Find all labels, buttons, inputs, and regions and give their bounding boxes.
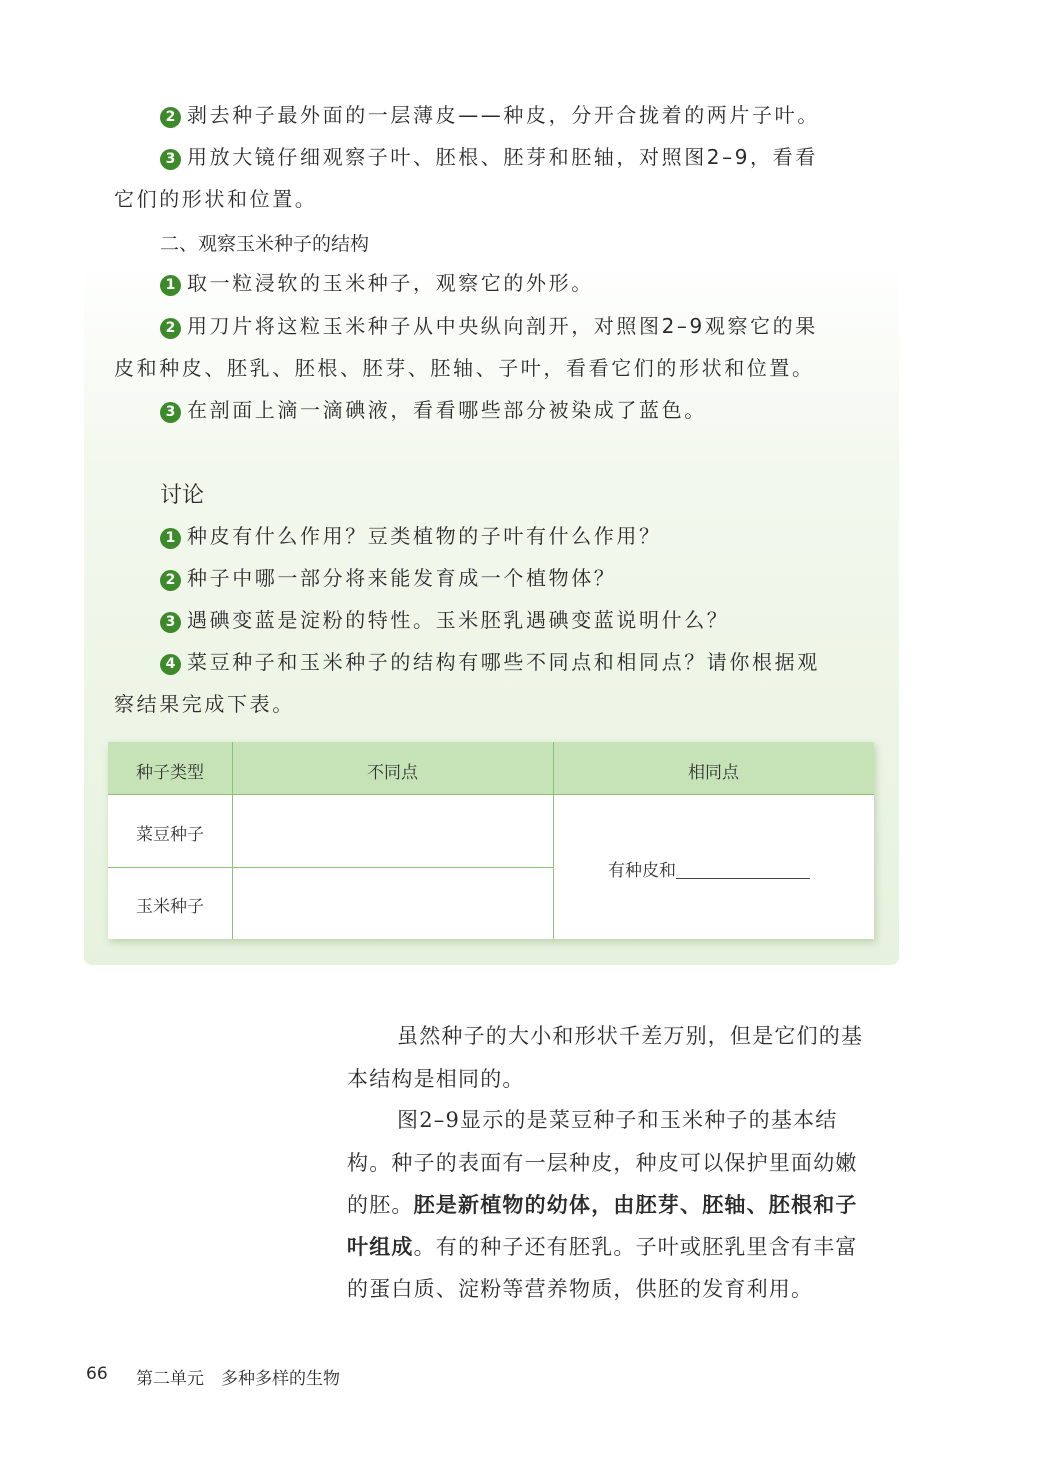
question-number: 4 [160, 654, 181, 675]
step-number: 3 [160, 402, 181, 423]
step-number: 1 [160, 275, 181, 296]
row-bean-seed: 菜豆种子 [136, 825, 204, 845]
discussion-title: 讨论 [160, 483, 205, 508]
corn-step-2: 2 用刀片将这粒玉米种子从中央纵向剖开，对照图2–9观察它的果 [160, 312, 818, 340]
paragraph-1-line-2: 本结构是相同的。 [347, 1067, 525, 1091]
question-4: 4 菜豆种子和玉米种子的结构有哪些不同点和相同点？请你根据观 [160, 648, 820, 676]
section-heading: 二、观察玉米种子的结构 [160, 233, 370, 255]
comparison-table [108, 742, 874, 939]
step-2: 2 剥去种子最外面的一层薄皮——种皮，分开合拢着的两片子叶。 [160, 101, 820, 129]
table-divider [108, 867, 553, 868]
step-number: 3 [160, 149, 181, 170]
paragraph-2-line-5: 的蛋白质、淀粉等营养物质，供胚的发育利用。 [347, 1277, 814, 1301]
question-1: 1 种皮有什么作用？豆类植物的子叶有什么作用？ [160, 522, 662, 550]
corn-step-1: 1 取一粒浸软的玉米种子，观察它的外形。 [160, 269, 594, 297]
unit-title: 第二单元 多种多样的生物 [136, 1369, 340, 1389]
paragraph-2-line-1: 图2–9显示的是菜豆种子和玉米种子的基本结 [397, 1108, 838, 1132]
question-3: 3 遇碘变蓝是淀粉的特性。玉米胚乳遇碘变蓝说明什么？ [160, 606, 729, 634]
answer-blank[interactable] [676, 860, 810, 879]
question-2: 2 种子中哪一部分将来能发育成一个植物体？ [160, 564, 616, 592]
step-3: 3 用放大镜仔细观察子叶、胚根、胚芽和胚轴，对照图2–9，看看 [160, 143, 818, 171]
header-seed-type: 种子类型 [136, 763, 204, 783]
corn-step-3: 3 在剖面上滴一滴碘液，看看哪些部分被染成了蓝色。 [160, 396, 707, 424]
table-divider [108, 794, 874, 795]
paragraph-2-line-4: 叶组成。有的种子还有胚乳。子叶或胚乳里含有丰富 [347, 1235, 858, 1259]
similarities-cell: 有种皮和 [608, 856, 810, 881]
step-3-continued: 它们的形状和位置。 [114, 187, 318, 211]
paragraph-2-line-3: 的胚。胚是新植物的幼体，由胚芽、胚轴、胚根和子 [347, 1193, 858, 1217]
page-number: 66 [86, 1364, 108, 1384]
header-similarities: 相同点 [688, 763, 739, 783]
paragraph-1-line-1: 虽然种子的大小和形状千差万别，但是它们的基 [397, 1024, 864, 1048]
question-number: 1 [160, 528, 181, 549]
question-4-continued: 察结果完成下表。 [114, 692, 295, 716]
bold-definition: 叶组成 [347, 1235, 414, 1259]
step-number: 2 [160, 318, 181, 339]
question-number: 3 [160, 612, 181, 633]
header-differences: 不同点 [367, 763, 418, 783]
row-corn-seed: 玉米种子 [136, 897, 204, 917]
bold-definition: 胚是新植物的幼体，由胚芽、胚轴、胚根和子 [413, 1193, 858, 1217]
paragraph-2-line-2: 构。种子的表面有一层种皮，种皮可以保护里面幼嫩 [347, 1151, 858, 1175]
question-number: 2 [160, 570, 181, 591]
step-number: 2 [160, 107, 181, 128]
corn-step-2-continued: 皮和种皮、胚乳、胚根、胚芽、胚轴、子叶，看看它们的形状和位置。 [114, 356, 815, 380]
